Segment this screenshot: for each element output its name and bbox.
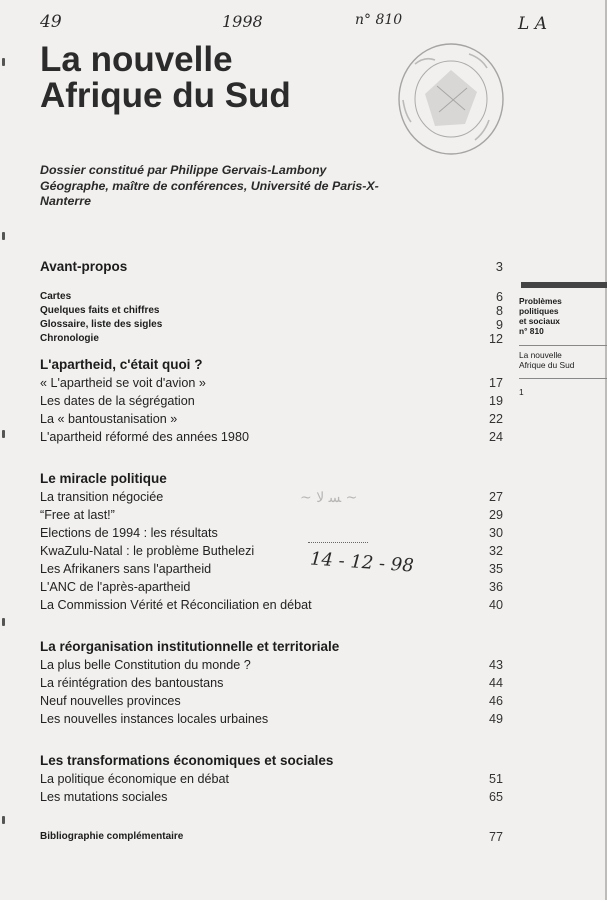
binding-holes <box>0 0 10 900</box>
toc-entry <box>40 674 503 692</box>
toc-label: Les nouvelles instances locales urbaines <box>40 712 269 726</box>
toc-page-number: 36 <box>488 580 503 594</box>
series-line-2: politiques <box>519 306 559 316</box>
toc-label: Cartes <box>40 291 72 302</box>
credit-line-3: Nanterre <box>40 194 91 209</box>
toc-entry <box>40 596 503 614</box>
section-title: La réorganisation institutionnelle et territoriale <box>40 639 340 654</box>
toc-label: La « bantoustanisation » <box>40 412 178 426</box>
toc-page-number: 43 <box>488 658 503 672</box>
toc-page-number: 51 <box>488 772 503 786</box>
series-line-1: Problèmes <box>519 296 562 306</box>
title-line-2: Afrique du Sud <box>40 76 291 115</box>
toc-annex-entry <box>40 332 503 346</box>
toc-annex-entry <box>40 318 503 332</box>
toc-label: Bibliographie complémentaire <box>40 831 184 842</box>
toc-entry <box>40 392 503 410</box>
toc-page-number: 12 <box>488 332 503 346</box>
toc-label: La plus belle Constitution du monde ? <box>40 658 251 672</box>
toc-label: Quelques faits et chiffres <box>40 305 160 316</box>
toc-page-number: 30 <box>488 526 503 540</box>
sidebar-rule <box>519 378 607 379</box>
toc-entry <box>40 506 503 524</box>
toc-label: La réintégration des bantoustans <box>40 676 224 690</box>
toc-section-heading <box>40 470 503 488</box>
toc-section-heading <box>40 356 503 374</box>
toc-entry <box>40 488 503 506</box>
toc-page-number: 65 <box>488 790 503 804</box>
toc-entry <box>40 578 503 596</box>
toc-label: La politique économique en débat <box>40 772 230 786</box>
series-sidebar <box>519 282 607 397</box>
series-line-3: et sociaux <box>519 316 560 326</box>
toc-entry <box>40 770 503 788</box>
title-line-1: La nouvelle <box>40 40 233 79</box>
toc-entry <box>40 542 503 560</box>
toc-entry <box>40 410 503 428</box>
toc-label: Avant-propos <box>40 259 128 274</box>
toc-page-number: 46 <box>488 694 503 708</box>
toc-page-number: 77 <box>488 830 503 844</box>
toc-label: “Free at last!” <box>40 508 115 522</box>
toc-entry <box>40 656 503 674</box>
toc-label: Chronologie <box>40 333 99 344</box>
sidebar-page-number: 1 <box>519 387 524 397</box>
toc-label: Les Afrikaners sans l'apartheid <box>40 562 212 576</box>
toc-label: Neuf nouvelles provinces <box>40 694 181 708</box>
sidebar-dossier-title <box>519 350 589 370</box>
toc-annex-entry <box>40 304 503 318</box>
toc-label: KwaZulu-Natal : le problème Buthelezi <box>40 544 255 558</box>
toc-label: L'ANC de l'après-apartheid <box>40 580 191 594</box>
handwritten-number: n° 810 <box>355 12 403 28</box>
section-title: Le miracle politique <box>40 471 167 486</box>
toc-label: Glossaire, liste des sigles <box>40 319 163 330</box>
toc-page-number: 32 <box>488 544 503 558</box>
faint-handwriting: ~ ﺴ ﻻ ~ <box>300 490 358 506</box>
toc-label: La Commission Vérité et Réconciliation en débat <box>40 598 312 612</box>
toc-page-number: 35 <box>488 562 503 576</box>
toc-entry <box>40 560 503 578</box>
toc-page-number: 19 <box>488 394 503 408</box>
toc-page-number: 6 <box>495 290 503 304</box>
document-title <box>40 42 291 114</box>
dossier-line-2: Afrique du Sud <box>519 360 575 370</box>
toc-page-number: 9 <box>495 318 503 332</box>
dotted-mark <box>308 542 368 543</box>
toc-page-number: 27 <box>488 490 503 504</box>
handwritten-date: 14 - 12 - 98 <box>309 548 415 577</box>
toc-label: La transition négociée <box>40 490 164 504</box>
table-of-contents <box>40 258 503 844</box>
toc-page-number: 3 <box>495 259 503 274</box>
toc-entry <box>40 374 503 392</box>
toc-entry-bibliography <box>40 830 503 844</box>
toc-entry <box>40 524 503 542</box>
series-name <box>519 296 589 336</box>
toc-label: Les dates de la ségrégation <box>40 394 195 408</box>
section-title: L'apartheid, c'était quoi ? <box>40 357 203 372</box>
sidebar-bar <box>521 282 607 288</box>
toc-label: Elections de 1994 : les résultats <box>40 526 218 540</box>
section-title: Les transformations économiques et sociales <box>40 753 334 768</box>
series-line-4: n° 810 <box>519 326 544 336</box>
toc-entry <box>40 428 503 446</box>
handwritten-top-left: 49 <box>40 12 62 32</box>
toc-page-number: 49 <box>488 712 503 726</box>
sidebar-rule <box>519 345 607 346</box>
handwritten-year: 1998 <box>222 12 263 31</box>
toc-page-number: 17 <box>488 376 503 390</box>
toc-entry <box>40 788 503 806</box>
toc-entry-avant-propos <box>40 258 503 276</box>
toc-annex-entry <box>40 290 503 304</box>
toc-section-heading <box>40 752 503 770</box>
toc-label: L'apartheid réformé des années 1980 <box>40 430 249 444</box>
dossier-line-1: La nouvelle <box>519 350 562 360</box>
handwritten-right: L A <box>518 14 547 34</box>
toc-section-heading <box>40 638 503 656</box>
credit-line-2: Géographe, maître de conférences, Université de Paris-X- <box>40 178 379 193</box>
toc-label: « L'apartheid se voit d'avion » <box>40 376 206 390</box>
dossier-credits <box>40 163 510 210</box>
library-stamp <box>395 40 507 158</box>
toc-page-number: 40 <box>488 598 503 612</box>
toc-page-number: 8 <box>495 304 503 318</box>
credit-line-1: Dossier constitué par Philippe Gervais-Lambony <box>40 163 327 177</box>
toc-page-number: 29 <box>488 508 503 522</box>
toc-page-number: 22 <box>488 412 503 426</box>
toc-page-number: 44 <box>488 676 503 690</box>
toc-entry <box>40 710 503 728</box>
toc-label: Les mutations sociales <box>40 790 168 804</box>
toc-page-number: 24 <box>488 430 503 444</box>
toc-entry <box>40 692 503 710</box>
